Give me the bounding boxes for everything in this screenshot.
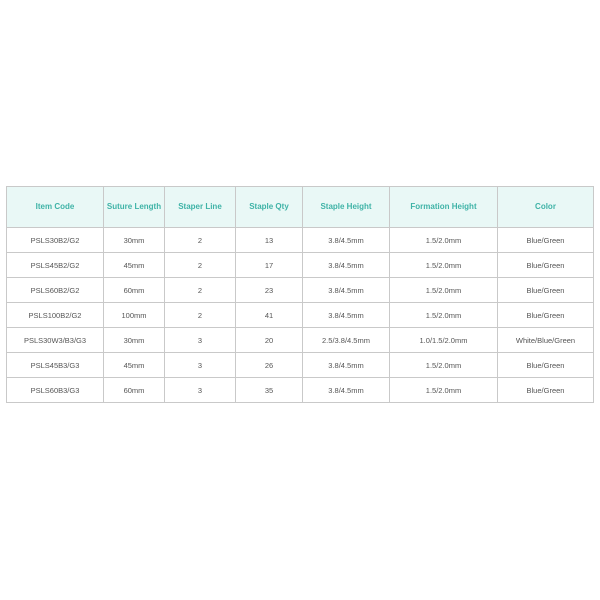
cell-staper-line: 2: [165, 253, 236, 278]
cell-item-code: PSLS60B3/G3: [7, 378, 104, 403]
header-formation-height: Formation Height: [390, 187, 498, 228]
cell-color: Blue/Green: [498, 278, 594, 303]
cell-suture-length: 30mm: [104, 228, 165, 253]
cell-staple-qty: 13: [236, 228, 303, 253]
cell-item-code: PSLS45B3/G3: [7, 353, 104, 378]
table-row: [7, 228, 594, 253]
table-row: [7, 278, 594, 303]
cell-suture-length: 60mm: [104, 278, 165, 303]
cell-formation-height: 1.5/2.0mm: [390, 228, 498, 253]
cell-suture-length: 45mm: [104, 253, 165, 278]
table-row: [7, 303, 594, 328]
cell-item-code: PSLS60B2/G2: [7, 278, 104, 303]
cell-formation-height: 1.5/2.0mm: [390, 353, 498, 378]
cell-item-code: PSLS100B2/G2: [7, 303, 104, 328]
cell-suture-length: 60mm: [104, 378, 165, 403]
cell-item-code: PSLS30B2/G2: [7, 228, 104, 253]
table-row: [7, 253, 594, 278]
cell-staper-line: 2: [165, 278, 236, 303]
cell-color: Blue/Green: [498, 228, 594, 253]
stapler-spec-table: [6, 186, 594, 403]
cell-color: White/Blue/Green: [498, 328, 594, 353]
cell-staple-qty: 35: [236, 378, 303, 403]
cell-staple-height: 3.8/4.5mm: [303, 378, 390, 403]
header-staple-qty: Staple Qty: [236, 187, 303, 228]
table-row: [7, 328, 594, 353]
cell-formation-height: 1.5/2.0mm: [390, 378, 498, 403]
header-color: Color: [498, 187, 594, 228]
cell-formation-height: 1.5/2.0mm: [390, 303, 498, 328]
cell-staper-line: 2: [165, 303, 236, 328]
cell-staple-height: 2.5/3.8/4.5mm: [303, 328, 390, 353]
cell-color: Blue/Green: [498, 353, 594, 378]
cell-staper-line: 2: [165, 228, 236, 253]
cell-suture-length: 100mm: [104, 303, 165, 328]
header-item-code: Item Code: [7, 187, 104, 228]
cell-color: Blue/Green: [498, 378, 594, 403]
cell-formation-height: 1.5/2.0mm: [390, 253, 498, 278]
cell-staple-qty: 20: [236, 328, 303, 353]
table-row: [7, 378, 594, 403]
header-staple-height: Staple Height: [303, 187, 390, 228]
cell-staper-line: 3: [165, 328, 236, 353]
cell-staple-height: 3.8/4.5mm: [303, 253, 390, 278]
cell-staple-height: 3.8/4.5mm: [303, 303, 390, 328]
cell-staple-qty: 17: [236, 253, 303, 278]
cell-staple-height: 3.8/4.5mm: [303, 353, 390, 378]
cell-staper-line: 3: [165, 353, 236, 378]
table-row: [7, 353, 594, 378]
cell-suture-length: 30mm: [104, 328, 165, 353]
cell-formation-height: 1.5/2.0mm: [390, 278, 498, 303]
cell-item-code: PSLS30W3/B3/G3: [7, 328, 104, 353]
header-suture-length: Suture Length: [104, 187, 165, 228]
cell-staper-line: 3: [165, 378, 236, 403]
cell-item-code: PSLS45B2/G2: [7, 253, 104, 278]
cell-color: Blue/Green: [498, 303, 594, 328]
cell-staple-height: 3.8/4.5mm: [303, 278, 390, 303]
cell-staple-qty: 26: [236, 353, 303, 378]
cell-staple-qty: 23: [236, 278, 303, 303]
header-staper-line: Staper Line: [165, 187, 236, 228]
table-header-row: [7, 187, 594, 228]
cell-suture-length: 45mm: [104, 353, 165, 378]
cell-color: Blue/Green: [498, 253, 594, 278]
cell-staple-qty: 41: [236, 303, 303, 328]
cell-formation-height: 1.0/1.5/2.0mm: [390, 328, 498, 353]
cell-staple-height: 3.8/4.5mm: [303, 228, 390, 253]
